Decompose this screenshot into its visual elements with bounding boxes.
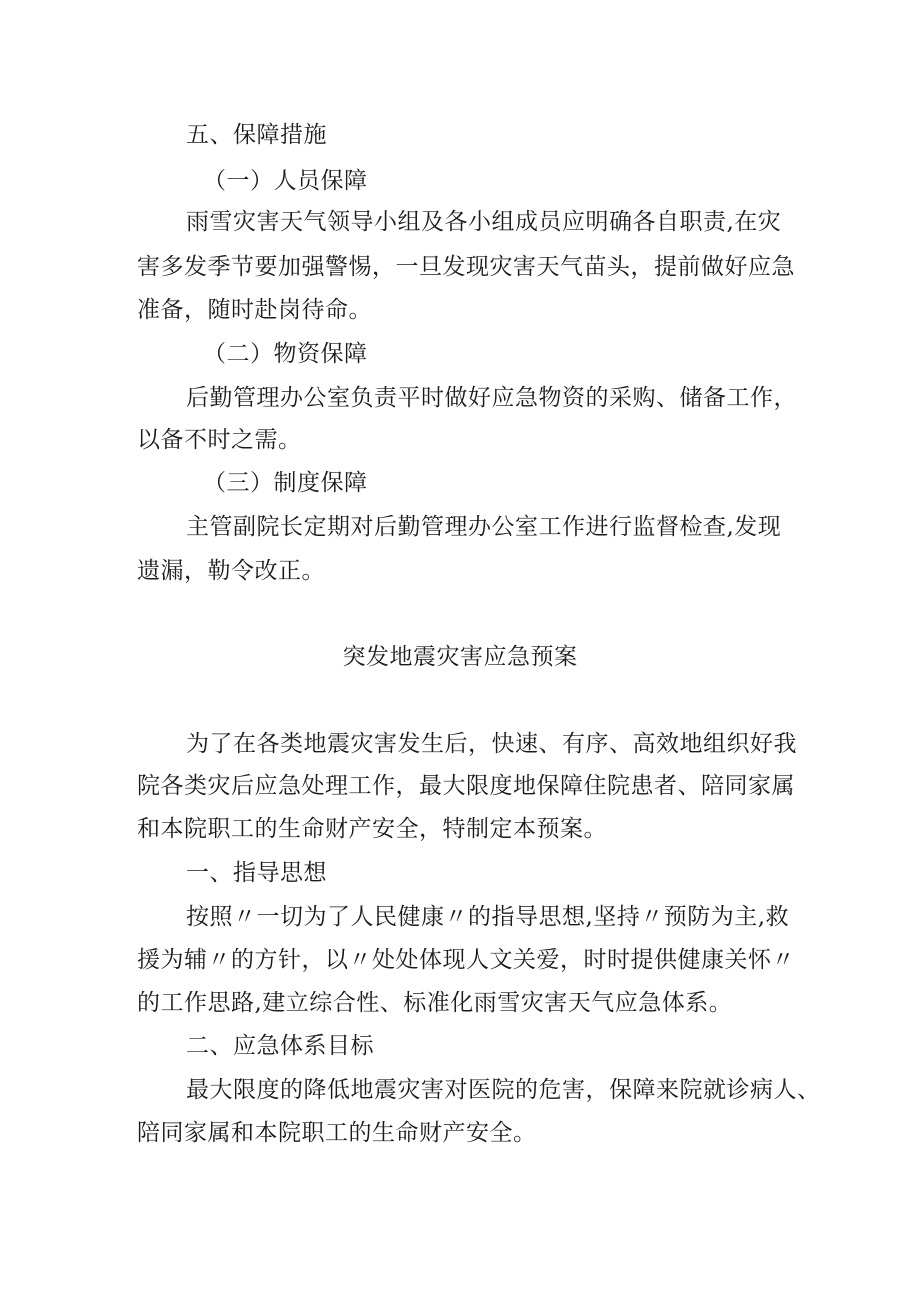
subsection-heading: （三）制度保障 bbox=[203, 470, 368, 496]
paragraph-line: 准备，随时赴岗待命。 bbox=[137, 297, 372, 323]
paragraph-line: 为了在各类地震灾害发生后，快速、有序、高效地组织好我 bbox=[186, 731, 797, 757]
paragraph-line: 以备不时之需。 bbox=[137, 427, 302, 453]
paragraph-line: 按照〃一切为了人民健康〃的指导思想,坚持〃预防为主,救 bbox=[186, 904, 790, 930]
paragraph-line: 雨雪灾害天气领导小组及各小组成员应明确各自职责,在灾 bbox=[186, 209, 782, 235]
paragraph-line: 援为辅〃的方针，以〃处处体现人文关爱，时时提供健康关怀〃 bbox=[137, 947, 795, 973]
paragraph-line: 的工作思路,建立综合性、标准化雨雪灾害天气应急体系。 bbox=[137, 990, 733, 1016]
paragraph-line: 院各类灾后应急处理工作，最大限度地保障住院患者、陪同家属 bbox=[137, 773, 795, 799]
section-heading: 二、应急体系目标 bbox=[186, 1033, 374, 1059]
paragraph-line: 后勤管理办公室负责平时做好应急物资的采购、储备工作， bbox=[186, 385, 797, 411]
subsection-heading: （二）物资保障 bbox=[203, 341, 368, 367]
section-heading: 一、指导思想 bbox=[186, 860, 327, 886]
document-title: 突发地震灾害应急预案 bbox=[342, 644, 578, 670]
subsection-heading: （一）人员保障 bbox=[203, 168, 368, 194]
paragraph-line: 遗漏，勒令改正。 bbox=[137, 558, 325, 584]
paragraph-line: 最大限度的降低地震灾害对医院的危害，保障来院就诊病人、 bbox=[186, 1077, 821, 1103]
paragraph-line: 陪同家属和本院职工的生命财产安全。 bbox=[137, 1120, 537, 1146]
paragraph-line: 和本院职工的生命财产安全，特制定本预案。 bbox=[137, 816, 607, 842]
paragraph-line: 主管副院长定期对后勤管理办公室工作进行监督检查,发现 bbox=[186, 514, 782, 540]
section-heading: 五、保障措施 bbox=[186, 122, 327, 148]
paragraph-line: 害多发季节要加强警惕，一旦发现灾害天气苗头，提前做好应急 bbox=[137, 254, 795, 280]
